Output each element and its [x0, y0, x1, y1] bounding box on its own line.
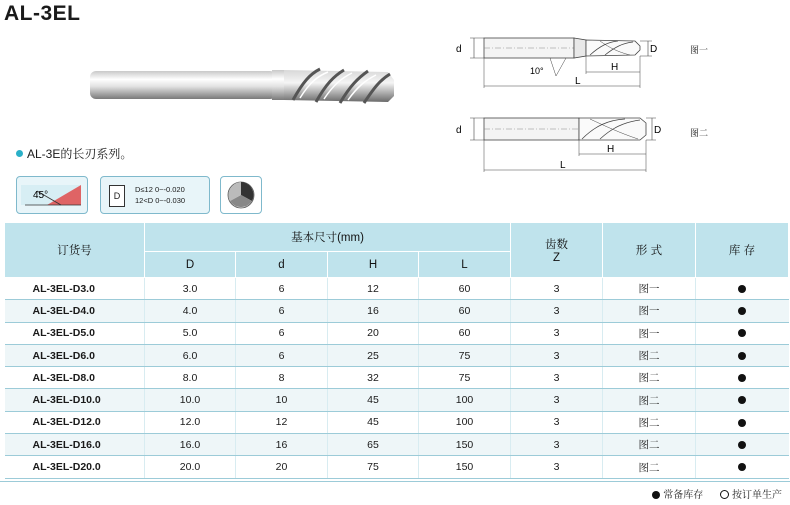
cell-form: 图二 [603, 411, 696, 433]
cell-Z: 3 [511, 300, 603, 322]
cell-L: 75 [419, 344, 511, 366]
legend-on-order-label: 按订单生产 [732, 490, 782, 501]
end-mill-photo [88, 60, 408, 115]
cell-D: 5.0 [145, 322, 236, 344]
cell-model: AL-3EL-D20.0 [5, 456, 145, 478]
col-dims-header: 基本尺寸(mm) [145, 223, 511, 252]
cell-stock [696, 278, 789, 300]
figure-2-drawing [440, 108, 670, 188]
fig2-D-label: D [654, 125, 662, 136]
fig2-H-label: H [607, 144, 615, 155]
cell-D: 8.0 [145, 367, 236, 389]
table-row [5, 300, 789, 322]
cell-Z: 3 [511, 367, 603, 389]
cell-L: 150 [419, 434, 511, 456]
cell-model: AL-3EL-D16.0 [5, 434, 145, 456]
fig2-L-label: L [560, 160, 566, 171]
cell-Z: 3 [511, 389, 603, 411]
cell-stock [696, 389, 789, 411]
cell-d: 6 [236, 322, 328, 344]
cell-H: 25 [328, 344, 419, 366]
cell-H: 65 [328, 434, 419, 456]
table-row [5, 344, 789, 366]
cell-H: 75 [328, 456, 419, 478]
cell-D: 6.0 [145, 344, 236, 366]
on-order-dot-icon [720, 490, 729, 499]
cell-Z: 3 [511, 322, 603, 344]
cell-model: AL-3EL-D8.0 [5, 367, 145, 389]
cell-D: 3.0 [145, 278, 236, 300]
diameter-symbol: D [109, 185, 125, 207]
col-form-header: 形 式 [603, 223, 696, 278]
cell-H: 45 [328, 389, 419, 411]
tolerance-icon [100, 176, 210, 214]
cell-form: 图二 [603, 456, 696, 478]
cell-model: AL-3EL-D10.0 [5, 389, 145, 411]
series-note [16, 145, 132, 162]
cell-stock [696, 367, 789, 389]
cell-d: 12 [236, 411, 328, 433]
col-H-header: H [328, 252, 419, 278]
stocked-dot-icon [652, 491, 660, 499]
fig2-d-label: d [456, 125, 462, 136]
stocked-dot-icon [738, 419, 746, 427]
cell-d: 16 [236, 434, 328, 456]
cell-H: 45 [328, 411, 419, 433]
cell-Z: 3 [511, 344, 603, 366]
cell-H: 32 [328, 367, 419, 389]
table-row [5, 411, 789, 433]
cell-form: 图二 [603, 344, 696, 366]
spec-table [4, 222, 789, 479]
cell-stock [696, 456, 789, 478]
cell-L: 60 [419, 300, 511, 322]
cell-Z: 3 [511, 411, 603, 433]
angle-text: 45° [33, 190, 49, 201]
cell-D: 20.0 [145, 456, 236, 478]
cell-stock [696, 322, 789, 344]
cell-d: 6 [236, 300, 328, 322]
cell-d: 10 [236, 389, 328, 411]
cell-Z: 3 [511, 456, 603, 478]
cell-model: AL-3EL-D5.0 [5, 322, 145, 344]
cell-d: 20 [236, 456, 328, 478]
legend-stocked-label: 常备库存 [663, 490, 704, 501]
col-d-header: d [236, 252, 328, 278]
table-row [5, 278, 789, 300]
col-D-header: D [145, 252, 236, 278]
fig1-angle-label: 10° [530, 66, 544, 76]
cell-form: 图一 [603, 300, 696, 322]
stocked-dot-icon [738, 329, 746, 337]
cell-D: 16.0 [145, 434, 236, 456]
bullet-icon [16, 150, 23, 157]
cell-L: 60 [419, 322, 511, 344]
helix-angle-icon [16, 176, 88, 214]
page-title: AL-3EL [4, 2, 81, 25]
cell-form: 图二 [603, 434, 696, 456]
cell-Z: 3 [511, 434, 603, 456]
fig1-D-label: D [650, 44, 658, 55]
cell-model: AL-3EL-D6.0 [5, 344, 145, 366]
cell-form: 图二 [603, 367, 696, 389]
cell-model: AL-3EL-D4.0 [5, 300, 145, 322]
cell-Z: 3 [511, 278, 603, 300]
cell-D: 10.0 [145, 389, 236, 411]
stocked-dot-icon [738, 441, 746, 449]
stocked-dot-icon [738, 396, 746, 404]
table-bottom-rule [0, 481, 790, 482]
cell-stock [696, 344, 789, 366]
cell-stock [696, 411, 789, 433]
cell-model: AL-3EL-D12.0 [5, 411, 145, 433]
cell-L: 150 [419, 456, 511, 478]
cell-H: 16 [328, 300, 419, 322]
col-model-header: 订货号 [5, 223, 145, 278]
figure-1-label: 图一 [690, 45, 709, 55]
table-row [5, 456, 789, 478]
cell-model: AL-3EL-D3.0 [5, 278, 145, 300]
stocked-dot-icon [738, 463, 746, 471]
cell-L: 60 [419, 278, 511, 300]
table-row [5, 322, 789, 344]
stocked-dot-icon [738, 352, 746, 360]
cell-stock [696, 300, 789, 322]
cell-H: 20 [328, 322, 419, 344]
cell-D: 4.0 [145, 300, 236, 322]
cell-form: 图一 [603, 278, 696, 300]
tolerance-line-2: 12<D 0~-0.030 [135, 196, 186, 205]
table-row [5, 367, 789, 389]
cell-L: 100 [419, 389, 511, 411]
col-teeth-header: 齿数 Z [511, 223, 603, 278]
table-row [5, 389, 789, 411]
table-row [5, 434, 789, 456]
stocked-dot-icon [738, 285, 746, 293]
cell-d: 8 [236, 367, 328, 389]
cell-form: 图一 [603, 322, 696, 344]
tolerance-line-1: D≤12 0~-0.020 [135, 185, 185, 194]
fig1-L-label: L [575, 76, 581, 87]
cell-form: 图二 [603, 389, 696, 411]
three-flute-icon [220, 176, 262, 214]
figure-2-label: 图二 [690, 128, 709, 138]
stock-legend [652, 486, 782, 501]
fig1-H-label: H [611, 62, 619, 73]
cell-stock [696, 434, 789, 456]
cell-L: 75 [419, 367, 511, 389]
series-note-text: AL-3E的长刃系列。 [27, 147, 133, 161]
stocked-dot-icon [738, 374, 746, 382]
col-L-header: L [419, 252, 511, 278]
cell-d: 6 [236, 278, 328, 300]
fig1-d-label: d [456, 44, 462, 55]
cell-L: 100 [419, 411, 511, 433]
cell-D: 12.0 [145, 411, 236, 433]
cell-d: 6 [236, 344, 328, 366]
stocked-dot-icon [738, 307, 746, 315]
cell-H: 12 [328, 278, 419, 300]
col-stock-header: 库 存 [696, 223, 789, 278]
